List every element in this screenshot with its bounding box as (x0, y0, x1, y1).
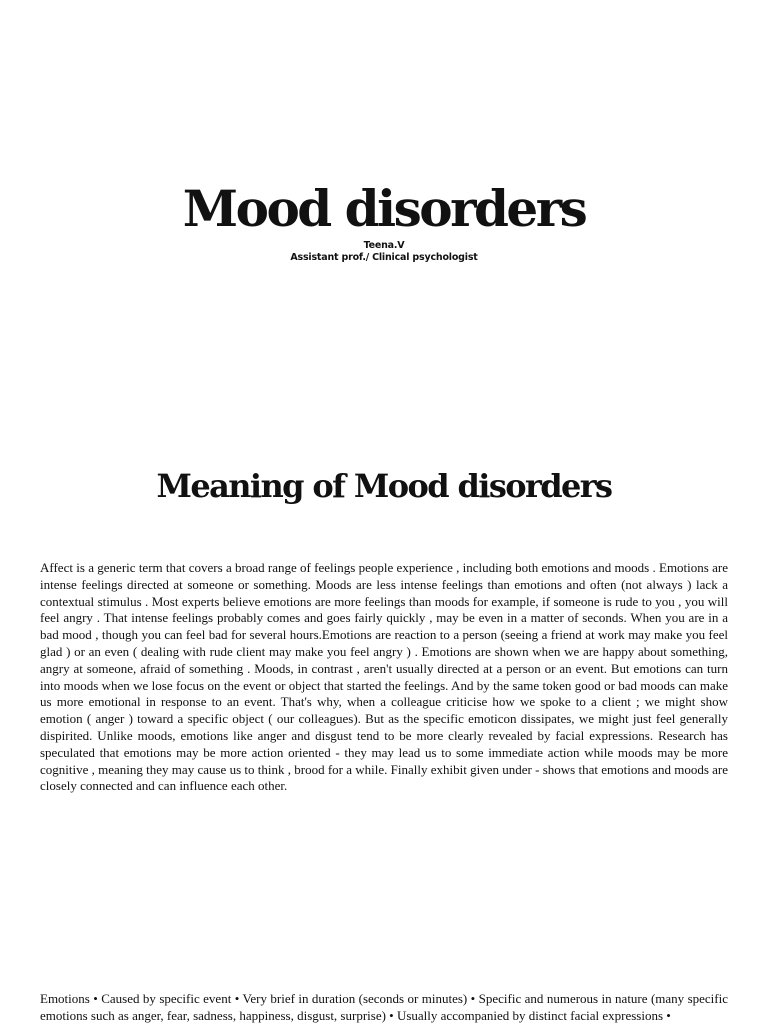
page-title: Mood disorders (182, 179, 586, 238)
emotions-list-text: Emotions • Caused by specific event • Very brief in duration (seconds or minutes) • Specific and numerous in nature (many specific emotions such as anger, fear, sadness, happiness, disgust, surprise) • Usually accompanied by distinct facial expressions • (40, 991, 728, 1023)
author-role: Assistant prof./ Clinical psychologist (290, 252, 478, 263)
author-name: Teena.V (363, 240, 405, 251)
meaning-paragraph: Affect is a generic term that covers a broad range of feelings people experience , including both emotions and moods . Emotions are intense feelings directed at someone or something. Moods are less intense feelings than emotions and often (not always ) lack a contextual stimulus . Most experts believe emotions are more feelings than moods for example, if someone is rude to you , you will feel angry . That intense feelings probably comes and goes fairly quickly , may be even in a matter of seconds. When you are in a bad mood , though you can feel bad for several hours.Emotions are reaction to a person (seeing a friend at work may make you feel glad ) or an even ( dealing with rude client may make you feel angry ) . Emotions are shown when we are happy about something, angry at someone, afraid of something . Moods, in contrast , aren't usually directed at a person or an event. But emotions can turn into moods when we lose focus on the event or object that started the feelings. And by the same token good or bad moods can make us more emotional in response to an event. That's why, when a colleague criticise how we spoke to a client ; we might show emotion ( anger ) toward a specific object ( our colleagues). But as the specific emoticon dissipates, we might just feel generally dispirited. Unlike moods, emotions like anger and disgust tend to be more clearly revealed by facial expressions. Research has speculated that emotions may be more action oriented - they may lead us to some immediate action while moods may be more cognitive , meaning they may cause us to think , brood for a while. Finally exhibit given under - shows that emotions and moods are closely connected and can influence each other. (40, 560, 728, 794)
author-block (0, 240, 768, 264)
section-title: Meaning of Mood disorders (156, 467, 612, 505)
